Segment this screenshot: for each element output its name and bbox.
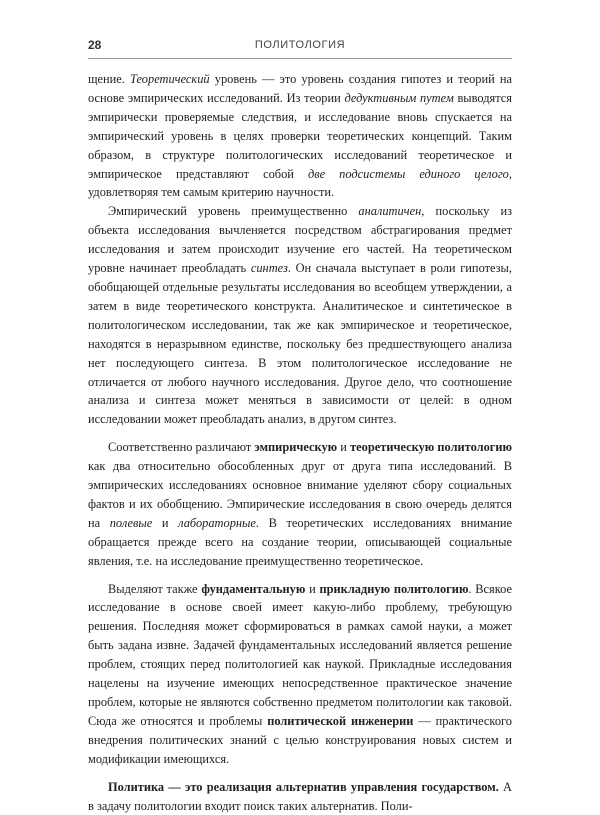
text-run: , поскольку из объекта исследования вычленяется посредством абстрагирования предмет исследования и затем происходит изучение его частей. На теоретическом уровне начинает преобладать xyxy=(88,204,513,276)
italic-term: аналитичен xyxy=(358,204,422,219)
paragraph-1 xyxy=(88,70,512,202)
text-run: как два относительно обособленных друг от друга типа исследований. В эмпирических исследованиях основное внимание уделяют сбору социальных фактов и их обобщению. Эмпирические исследования в свою очередь делятся на xyxy=(88,459,512,530)
bold-term: эмпирическую xyxy=(254,440,338,455)
paragraph-2 xyxy=(88,202,512,429)
italic-term: лабораторные xyxy=(178,515,256,530)
text-run: Соответственно различают xyxy=(108,440,255,455)
bold-definition: Политика — это реализация альтернатив управления государством. xyxy=(108,779,499,794)
text-run: Выделяют также xyxy=(108,581,202,596)
text-run: выводятся эмпирически проверяемые следствия, и исследование вновь спускается на эмпирический уровень в целях проверки теоретических концепций. Таким образом, в структуре политологических исследований теоретическое и эмпирическое представляют собой xyxy=(88,90,512,181)
bold-term: прикладную политологию xyxy=(319,581,469,596)
italic-term: синтез xyxy=(250,261,288,276)
body-text xyxy=(88,70,512,815)
paragraph-4 xyxy=(88,580,512,769)
text-run: Эмпирический уровень преимущественно xyxy=(108,204,359,219)
text-run: . Он сначала выступает в роли гипотезы, обобщающей отдельные результаты исследования во всеобщем утверждении, а затем в виде теоретического конструкта. Аналитическое и синтетическое в политологическом исследовании, так же как эмпирическое и теоретическое, находятся в неразрывном единстве, поскольку без предшествующего анализа нет последующего синтеза. В этом политологическое исследование не отличается от любого научного исследования. Другое дело, что соотношение анализа и синтеза может меняться в зависимости от целей: в одном исследовании может преобладать анализ, в другом синтез. xyxy=(88,261,512,427)
page-number: 28 xyxy=(88,38,102,52)
text-run: . Всякое исследование в основе своей имеет какую-либо проблему, требующую решения. Последняя может сформироваться в рамках самой науки, а может быть задана извне. Задачей фундаментальных исследований является решение проблем, стоящих перед политологией как наукой. Прикладные исследования нацелены на изучение имеющих непосредственное практическое значение проблем, которые не являются собственно предметом политологии как таковой. Сюда же относятся и проблемы xyxy=(88,581,512,728)
running-head: ПОЛИТОЛОГИЯ xyxy=(254,39,346,51)
italic-term: Теоретический xyxy=(130,72,210,86)
page-header xyxy=(88,38,512,59)
text-run: А в задачу политологии входит поиск таких альтернатив. Поли- xyxy=(88,779,512,813)
paragraph-5 xyxy=(88,778,512,815)
bold-term: политической инженерии xyxy=(267,713,414,728)
text-run: и xyxy=(337,440,351,455)
text-run: — практического внедрения политических знаний с целью конструирования новых систем и модификации имеющихся. xyxy=(88,713,512,766)
text-run: , удовлетворяя тем самым критерию научности. xyxy=(88,166,512,200)
text-run: и xyxy=(305,581,320,596)
bold-term: теоретическую политологию xyxy=(350,440,512,455)
text-run: щение. xyxy=(88,72,131,86)
text-run: уровень — это уровень создания гипотез и теорий на основе эмпирических исследований. Из теории xyxy=(88,72,512,105)
italic-term: полевые xyxy=(109,515,153,530)
paragraph-3 xyxy=(88,438,512,570)
italic-term: две подсистемы единого целого xyxy=(307,166,509,181)
text-run: . В теоретических исследованиях внимание обращается прежде всего на создание теории, описывающей социальные явления, т.е. на исследование преимущественно теоретическое. xyxy=(88,515,513,568)
italic-term: дедуктивным путем xyxy=(344,90,454,105)
bold-term: фундаментальную xyxy=(201,581,306,596)
text-run: и xyxy=(152,515,179,530)
